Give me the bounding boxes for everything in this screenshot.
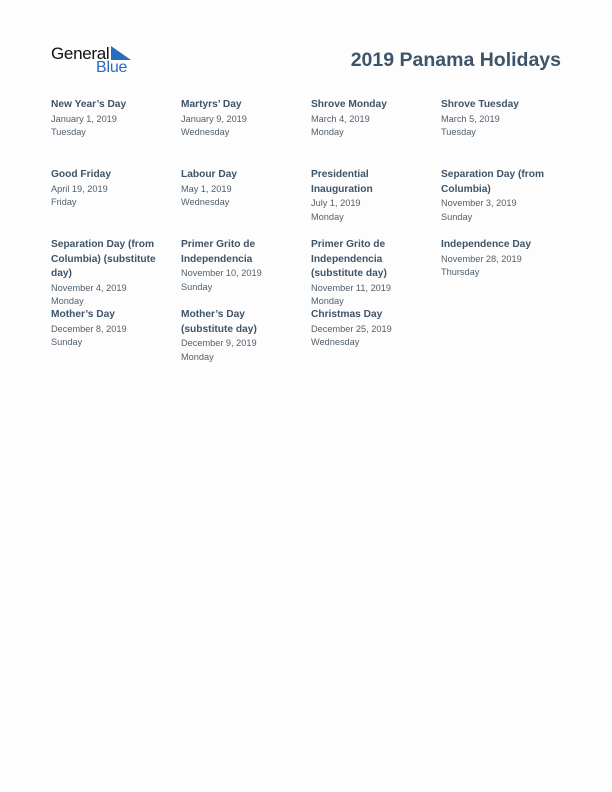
holiday-name: Labour Day: [181, 169, 238, 180]
holiday-name: Primer Grito de Independencia (substitute day): [311, 239, 387, 279]
holiday-item: [181, 168, 297, 210]
holiday-name: Mother’s Day: [51, 309, 115, 320]
holiday-name: Independence Day: [441, 239, 532, 250]
logo-triangle-icon: [111, 46, 131, 60]
holiday-weekday: Thursday: [441, 267, 480, 277]
holiday-name: Presidential Inauguration: [311, 169, 373, 195]
holiday-date: January 9, 2019: [181, 113, 247, 124]
holiday-date: January 1, 2019: [51, 113, 117, 124]
holiday-date: November 28, 2019: [441, 253, 522, 264]
holiday-weekday: Wednesday: [181, 197, 230, 207]
holiday-date: November 11, 2019: [311, 282, 392, 293]
holiday-weekday: Wednesday: [181, 127, 230, 137]
holiday-item: [51, 238, 167, 309]
holiday-item: [441, 168, 561, 224]
holiday-item: [311, 308, 427, 350]
holiday-item: [311, 168, 401, 224]
holiday-date: December 9, 2019: [181, 338, 257, 348]
holiday-name: Separation Day (from Columbia) (substitute day): [51, 239, 156, 279]
holiday-name: Martyrs’ Day: [181, 99, 242, 110]
holiday-name: Christmas Day: [311, 309, 383, 320]
holiday-weekday: Monday: [311, 211, 344, 222]
logo-text-general: General: [51, 44, 110, 63]
holiday-date: November 4, 2019: [51, 282, 127, 293]
holiday-weekday: Monday: [181, 351, 214, 362]
holiday-name: Good Friday: [51, 169, 111, 180]
holiday-date: May 1, 2019: [181, 183, 232, 194]
holiday-item: [181, 98, 297, 140]
holiday-weekday: Sunday: [441, 211, 473, 222]
holiday-name: Shrove Monday: [311, 99, 387, 110]
page-title: 2019 Panama Holidays: [350, 49, 561, 71]
holiday-item: [311, 238, 401, 309]
holiday-date: December 8, 2019: [51, 323, 127, 334]
holiday-weekday: Monday: [311, 296, 344, 306]
holiday-item: [311, 98, 427, 140]
holiday-weekday: Tuesday: [441, 127, 476, 137]
holiday-name: Shrove Tuesday: [441, 99, 519, 110]
holiday-name: Primer Grito de Independencia: [181, 239, 256, 265]
holiday-name: Mother’s Day (substitute day): [181, 309, 257, 335]
logo-text-blue: Blue: [96, 59, 128, 76]
holiday-weekday: Tuesday: [51, 127, 86, 137]
holiday-date: December 25, 2019: [311, 323, 392, 334]
holiday-name: Separation Day (from Columbia): [441, 169, 545, 195]
holiday-date: November 10, 2019: [181, 268, 262, 278]
general-blue-logo: [50, 44, 134, 78]
holiday-item: [51, 308, 167, 350]
holiday-item: [181, 238, 271, 294]
holiday-weekday: Monday: [51, 296, 84, 306]
holiday-weekday: Sunday: [181, 281, 213, 292]
holiday-weekday: Friday: [51, 197, 77, 207]
holiday-item: [51, 98, 167, 140]
holiday-date: April 19, 2019: [51, 183, 108, 194]
holiday-date: March 4, 2019: [311, 113, 370, 124]
holiday-item: [51, 168, 167, 210]
holiday-name: New Year’s Day: [51, 99, 127, 110]
holiday-date: March 5, 2019: [441, 113, 500, 124]
holiday-weekday: Sunday: [51, 337, 83, 347]
holiday-date: November 3, 2019: [441, 198, 517, 208]
holiday-item: [441, 98, 557, 140]
holiday-weekday: Monday: [311, 127, 344, 137]
holiday-date: July 1, 2019: [311, 198, 361, 208]
holiday-item: [441, 238, 557, 280]
holiday-weekday: Wednesday: [311, 337, 360, 347]
holiday-item: [181, 308, 271, 364]
